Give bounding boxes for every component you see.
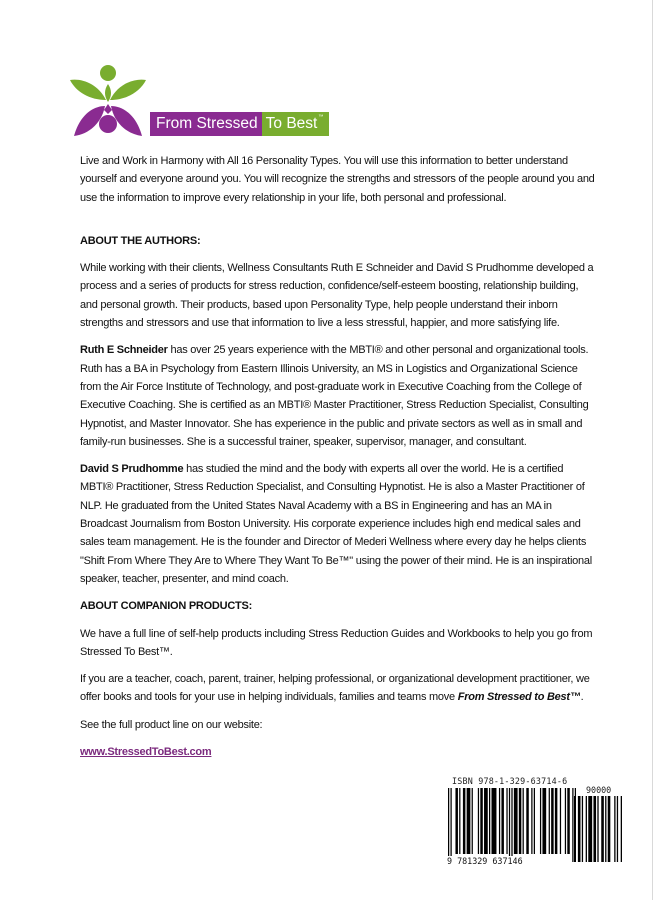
authors-paragraph: While working with their clients, Wellness Consultants Ruth E Schneider and David S Prudhomme developed a process and a series of products for stress reduction, confidence/self-esteem boosting, relationship building, and personal growth. Their products, based upon Personality Type, help people understand their inborn strengths and stressors and use that information to live a less stressful, happier, and more satisfying life.: [80, 262, 594, 330]
barcode-bar: [549, 788, 550, 854]
barcode-bar: [506, 788, 507, 854]
barcode-bar: [531, 788, 532, 854]
barcode-bar: [560, 788, 561, 854]
barcode-addon-bars: [574, 796, 622, 862]
barcode-bar: [540, 788, 541, 854]
barcode-bar: [614, 796, 615, 862]
barcode-bar: [597, 796, 598, 862]
authors-heading: ABOUT THE AUTHORS:: [80, 234, 201, 247]
barcode-digits: 9 781329 637146: [447, 856, 523, 866]
barcode-bar: [617, 796, 618, 862]
barcode-bar: [480, 788, 482, 854]
barcode-bar: [567, 788, 569, 854]
brand-part-two-wrap: [262, 112, 330, 136]
barcode-bar: [523, 788, 524, 854]
brand-trademark: ™: [318, 114, 324, 120]
barcode-bar: [555, 788, 557, 854]
barcode-bar: [509, 788, 510, 862]
barcode-main-bars: [448, 788, 576, 862]
barcode-bar: [448, 788, 449, 862]
page-edge-divider: [652, 0, 653, 900]
ruth-name: Ruth E Schneider: [80, 344, 168, 357]
barcode-bar: [491, 788, 496, 854]
barcode-bar: [467, 788, 471, 854]
barcode-bar: [511, 788, 512, 862]
barcode-bar: [551, 788, 553, 854]
barcode-bar: [472, 788, 473, 854]
barcode-bar: [514, 788, 518, 854]
barcode-bar: [565, 788, 566, 854]
barcode-bar: [450, 788, 451, 862]
website-line: [80, 743, 595, 761]
barcode-bar: [574, 796, 575, 862]
ruth-bio-paragraph: [80, 341, 595, 451]
companion-paragraph-2-end: .: [580, 691, 584, 704]
isbn-label: ISBN 978-1-329-63714-6: [452, 776, 568, 786]
companion-emphasis: From Stressed to Best™: [457, 691, 581, 704]
barcode-bar: [484, 788, 488, 854]
barcode-bar: [608, 796, 611, 862]
barcode-bar: [526, 788, 528, 854]
cover-text: [80, 152, 595, 770]
barcode-bar: [519, 788, 521, 854]
barcode-bar: [459, 788, 460, 854]
barcode-bar: [455, 788, 457, 854]
intro-paragraph: Live and Work in Harmony with All 16 Personality Types. You will use this information to better understand yourself and everyone around you. You will recognize the strengths and stressors of the people around you and use the information to improve every relationship in your life, both personal and professional.: [80, 155, 595, 204]
companion-heading: ABOUT COMPANION PRODUCTS:: [80, 600, 252, 613]
companion-paragraph-2-lead: If you are a teacher, coach, parent, trainer, helping professional, or organizational development practitioner, we offer books and tools for your use in helping individuals, families and teams move: [80, 673, 590, 704]
barcode-bar: [605, 796, 606, 862]
david-name: David S Prudhomme: [80, 463, 184, 476]
isbn-barcode: [446, 776, 646, 876]
barcode-bar: [586, 796, 587, 862]
barcode-bar: [588, 796, 592, 862]
person-flower-logo-icon: [68, 64, 148, 140]
barcode-bar: [578, 796, 581, 862]
brand-wordmark: [150, 112, 329, 136]
companion-paragraph-1: We have a full line of self-help products including Stress Reduction Guides and Workbooks to help you go from Stressed To Best™.: [80, 627, 593, 658]
barcode-bar: [478, 788, 479, 854]
barcode-bar: [489, 788, 490, 854]
barcode-bar: [534, 788, 535, 854]
brand-part-one: From Stressed: [150, 112, 262, 136]
david-bio-paragraph: [80, 460, 595, 588]
barcode-bar: [601, 796, 604, 862]
barcode-bar: [621, 796, 622, 862]
barcode-bar: [593, 796, 596, 862]
barcode-bar: [542, 788, 546, 854]
barcode-bar: [463, 788, 465, 854]
barcode-bar: [582, 796, 583, 862]
barcode-bar: [499, 788, 500, 854]
companion-paragraph-2: [80, 670, 595, 707]
website-link[interactable]: www.StressedToBest.com: [80, 746, 212, 759]
david-bio: has studied the mind and the body with experts all over the world. He is a certified MBTI® Practitioner, Stress Reduction Specialist, and Consulting Hypnotist. He is also a Master Practitioner of NLP. He graduated from the United States Naval Academy with a BS in Engineering and has an MA in Broadcast Journalism from Boston University. His corporate experience includes high end medical sales and sales team management. He is the founder and Director of Mederi Wellness where every day he helps clients "Shift From Where They Are to Where They Want To Be™" using the power of their mind. He is an inspirational speaker, teacher, presenter, and mind coach.: [80, 463, 592, 585]
brand-part-two: To Best: [265, 115, 318, 132]
ruth-bio: has over 25 years experience with the MBTI® and other personal and organizational tools. Ruth has a BA in Psychology from Eastern Illinois University, an MS in Logistics and Organizational Science from the Air Force Institute of Technology, and post-graduate work in Executive Coaching from the College of Executive Coaching. She is certified as an MBTI® Master Practitioner, Stress Reduction Specialist, Consulting Hypnotist, and Master Innovator. She has experience in the public and private sectors as well as in small and family-run businesses. She is a successful trainer, speaker, supervisor, manager, and consultant.: [80, 344, 589, 448]
companion-paragraph-3: See the full product line on our website:: [80, 718, 263, 731]
barcode-bar: [501, 788, 503, 854]
price-code: 90000: [586, 785, 612, 795]
